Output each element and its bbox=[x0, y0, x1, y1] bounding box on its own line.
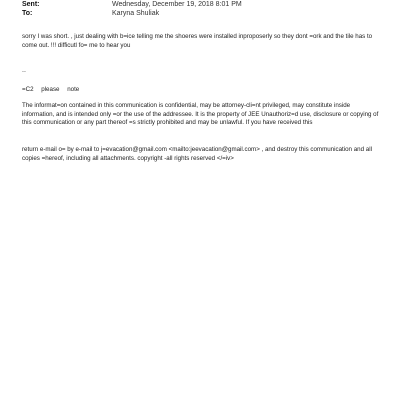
ellipsis-line: .. bbox=[22, 67, 26, 74]
message-body: sorry I was short. , just dealing with b=ice telling me the shoeres were installed inproposerly so they dont =ork and the tile has to come out. !!! difficutl fo= me to hear you bbox=[22, 33, 373, 49]
sent-label: Sent: bbox=[22, 1, 40, 8]
note-line: =C2 please note bbox=[22, 86, 80, 93]
sent-row bbox=[22, 0, 242, 9]
to-label: To: bbox=[22, 10, 33, 17]
return-instructions: return e-mail o= by e-mail to j=evacation@gmail.com <mailto:jeevacation@gmail.com> , and destroy this communication and all copies =hereof, including all attachments. copyright -all rights reserved </=iv> bbox=[22, 146, 372, 162]
confidentiality-disclaimer: The informat=on contained in this communication is confidential, may be attorney-cli=nt privileged, may constitute inside information, and is intended only =or the use of the addressee. It is the property of JEE Unauthoriz=d use, disclosure or copying of this communication or any part thereof =s strictly prohibited and may be unlawful. If you have received this bbox=[22, 102, 379, 127]
to-value: Karyna Shuliak bbox=[112, 10, 160, 17]
sent-value: Wednesday, December 19, 2018 8:01 PM bbox=[112, 1, 242, 8]
to-row bbox=[22, 9, 159, 18]
